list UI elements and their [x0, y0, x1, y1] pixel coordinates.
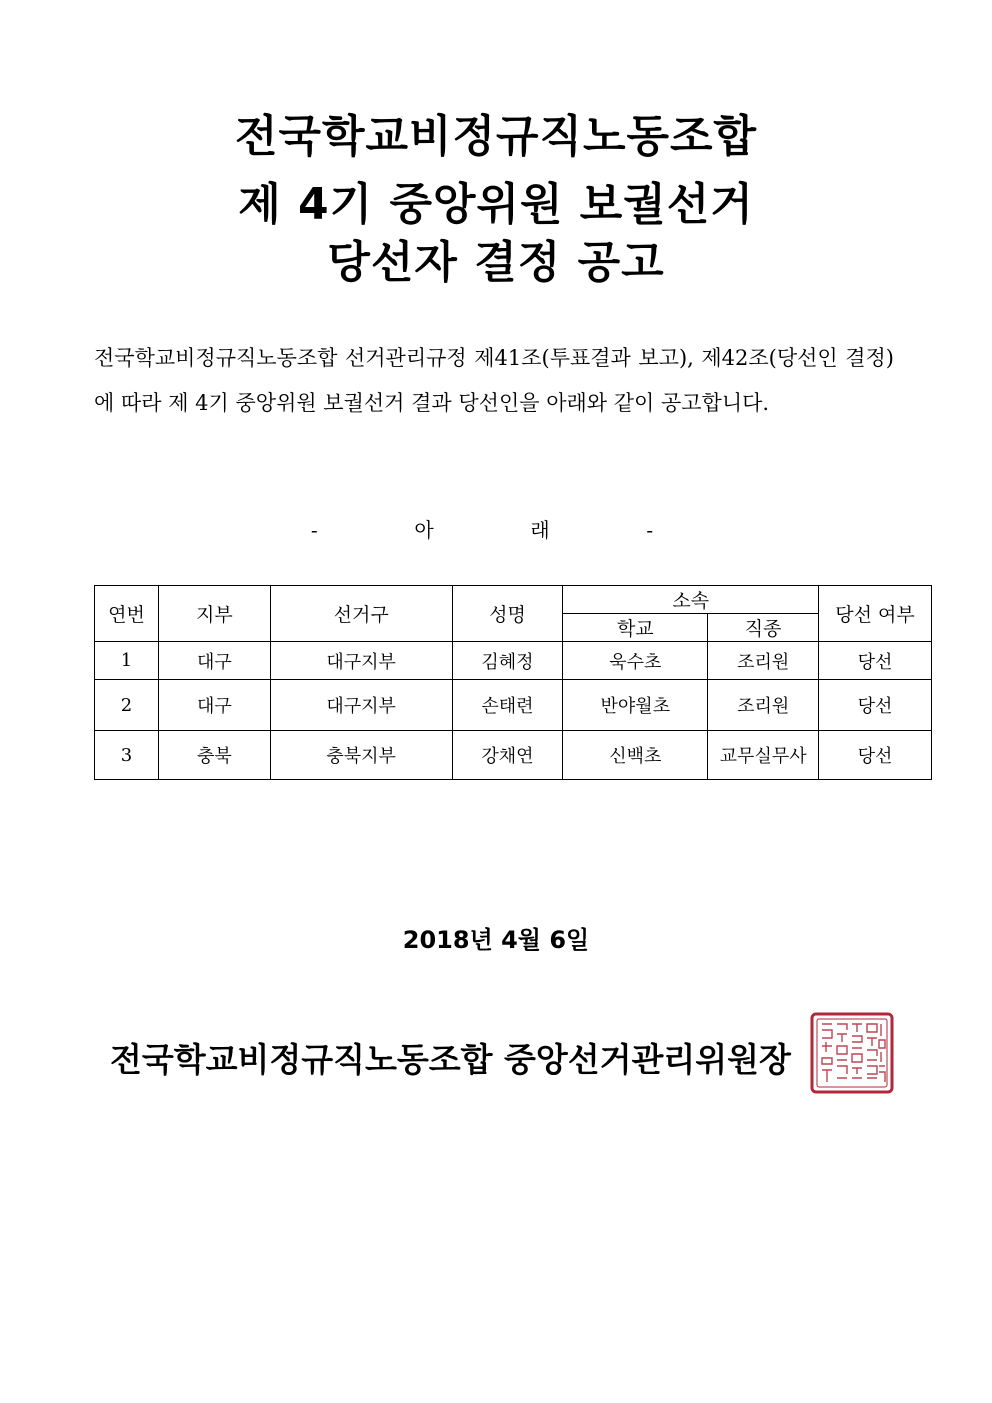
header-school: 학교 — [563, 614, 708, 642]
header-name: 성명 — [452, 586, 563, 642]
cell-result: 당선 — [819, 642, 932, 680]
cell-job: 조리원 — [708, 680, 819, 731]
table-row — [95, 731, 932, 780]
cell-no: 3 — [95, 731, 159, 780]
cell-school: 신백초 — [563, 731, 708, 780]
cell-branch: 충북 — [158, 731, 270, 780]
signer-title: 전국학교비정규직노동조합 중앙선거관리위원장 — [110, 1040, 791, 1079]
header-job: 직종 — [708, 614, 819, 642]
cell-result: 당선 — [819, 680, 932, 731]
header-no: 연번 — [95, 586, 159, 642]
header-branch: 지부 — [158, 586, 270, 642]
header-affiliation: 소속 — [563, 586, 819, 614]
table-row — [95, 680, 932, 731]
cell-no: 1 — [95, 642, 159, 680]
header-district: 선거구 — [270, 586, 452, 642]
cell-district: 대구지부 — [270, 642, 452, 680]
cell-name: 강채연 — [452, 731, 563, 780]
title-line-2: 제 4기 중앙위원 보궐선거 — [238, 179, 754, 230]
cell-school: 반야월초 — [563, 680, 708, 731]
cell-school: 욱수초 — [563, 642, 708, 680]
cell-branch: 대구 — [158, 642, 270, 680]
cell-district: 충북지부 — [270, 731, 452, 780]
cell-result: 당선 — [819, 731, 932, 780]
title-line-1: 전국학교비정규직노동조합 — [234, 111, 758, 162]
header-result: 당선 여부 — [819, 586, 932, 642]
announcement-date: 2018년 4월 6일 — [402, 926, 590, 954]
below-marker: - 아 래 - — [310, 518, 682, 542]
results-table — [94, 585, 932, 780]
cell-name: 손태련 — [452, 680, 563, 731]
cell-job: 조리원 — [708, 642, 819, 680]
cell-branch: 대구 — [158, 680, 270, 731]
table-header-row — [95, 586, 932, 614]
cell-job: 교무실무사 — [708, 731, 819, 780]
cell-district: 대구지부 — [270, 680, 452, 731]
table-row — [95, 642, 932, 680]
official-seal-icon — [810, 1012, 894, 1094]
announcement-body: 전국학교비정규직노동조합 선거관리규정 제41조(투표결과 보고), 제42조(당선인 결정)에 따라 제 4기 중앙위원 보궐선거 결과 당선인을 아래와 같이 공고합니다. — [94, 346, 894, 415]
title-line-3: 당선자 결정 공고 — [327, 237, 665, 288]
cell-name: 김혜정 — [452, 642, 563, 680]
cell-no: 2 — [95, 680, 159, 731]
